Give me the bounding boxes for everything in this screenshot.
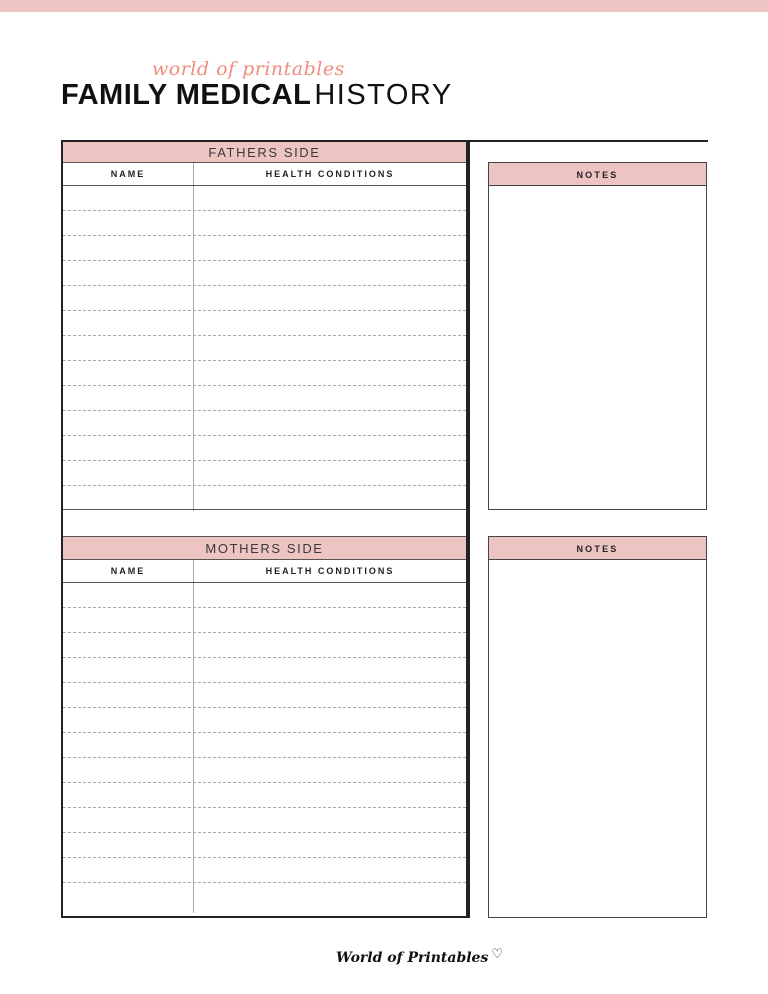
- table-row[interactable]: [63, 361, 466, 386]
- table-row[interactable]: [63, 783, 466, 808]
- mothers-column-header: [63, 560, 466, 583]
- name-cell[interactable]: [63, 758, 194, 782]
- name-cell[interactable]: [63, 683, 194, 707]
- name-cell[interactable]: [63, 286, 194, 310]
- table-row[interactable]: [63, 411, 466, 436]
- conditions-cell[interactable]: [194, 683, 466, 707]
- name-cell[interactable]: [63, 583, 194, 607]
- table-row[interactable]: [63, 808, 466, 833]
- name-cell[interactable]: [63, 658, 194, 682]
- name-cell[interactable]: [63, 608, 194, 632]
- conditions-cell[interactable]: [194, 658, 466, 682]
- fathers-side-section: [63, 142, 466, 511]
- conditions-cell[interactable]: [194, 411, 466, 435]
- name-cell[interactable]: [63, 261, 194, 285]
- conditions-cell[interactable]: [194, 311, 466, 335]
- fathers-side-heading: FATHERS SIDE: [63, 142, 466, 163]
- conditions-cell[interactable]: [194, 833, 466, 857]
- table-row[interactable]: [63, 758, 466, 783]
- table-row[interactable]: [63, 311, 466, 336]
- table-row[interactable]: [63, 608, 466, 633]
- mothers-side-heading: MOTHERS SIDE: [63, 537, 466, 560]
- conditions-cell[interactable]: [194, 436, 466, 460]
- page-title-bold: FAMILY MEDICAL: [61, 79, 312, 111]
- top-accent-bar: [0, 0, 768, 12]
- name-cell[interactable]: [63, 436, 194, 460]
- conditions-cell[interactable]: [194, 858, 466, 882]
- mothers-rows: [63, 583, 466, 913]
- conditions-cell[interactable]: [194, 608, 466, 632]
- mothers-name-column-label: NAME: [63, 560, 194, 582]
- heart-icon: ♡: [491, 947, 504, 962]
- name-cell[interactable]: [63, 236, 194, 260]
- conditions-cell[interactable]: [194, 236, 466, 260]
- name-cell[interactable]: [63, 311, 194, 335]
- table-row[interactable]: [63, 883, 466, 913]
- table-row[interactable]: [63, 708, 466, 733]
- mothers-conditions-column-label: HEALTH CONDITIONS: [265, 566, 395, 576]
- conditions-cell[interactable]: [194, 758, 466, 782]
- fathers-conditions-column-label: HEALTH CONDITIONS: [265, 169, 395, 179]
- conditions-cell[interactable]: [194, 186, 466, 210]
- table-row[interactable]: [63, 236, 466, 261]
- conditions-cell[interactable]: [194, 261, 466, 285]
- mothers-notes-heading: NOTES: [489, 537, 706, 560]
- conditions-cell[interactable]: [194, 583, 466, 607]
- name-cell[interactable]: [63, 461, 194, 485]
- conditions-cell[interactable]: [194, 211, 466, 235]
- table-right-border: [466, 140, 468, 918]
- name-cell[interactable]: [63, 708, 194, 732]
- conditions-cell[interactable]: [194, 336, 466, 360]
- conditions-cell[interactable]: [194, 708, 466, 732]
- name-cell[interactable]: [63, 486, 194, 511]
- conditions-cell[interactable]: [194, 633, 466, 657]
- table-row[interactable]: [63, 583, 466, 608]
- conditions-cell[interactable]: [194, 783, 466, 807]
- name-cell[interactable]: [63, 211, 194, 235]
- conditions-cell[interactable]: [194, 808, 466, 832]
- page-title: [61, 80, 453, 110]
- footer-logo: [336, 947, 504, 966]
- fathers-rows: [63, 186, 466, 511]
- conditions-cell[interactable]: [194, 733, 466, 757]
- name-cell[interactable]: [63, 411, 194, 435]
- table-row[interactable]: [63, 658, 466, 683]
- name-cell[interactable]: [63, 361, 194, 385]
- fathers-notes-heading: NOTES: [489, 163, 706, 186]
- name-cell[interactable]: [63, 783, 194, 807]
- name-cell[interactable]: [63, 633, 194, 657]
- page-title-light: HISTORY: [314, 79, 453, 111]
- table-row[interactable]: [63, 261, 466, 286]
- table-row[interactable]: [63, 486, 466, 511]
- conditions-cell[interactable]: [194, 883, 466, 913]
- section-spacer: [63, 509, 466, 537]
- table-row[interactable]: [63, 461, 466, 486]
- fathers-name-column-label: NAME: [63, 163, 194, 185]
- conditions-cell[interactable]: [194, 286, 466, 310]
- brand-script-text: world of printables: [152, 58, 345, 80]
- conditions-cell[interactable]: [194, 386, 466, 410]
- table-row[interactable]: [63, 733, 466, 758]
- name-cell[interactable]: [63, 808, 194, 832]
- table-row[interactable]: [63, 386, 466, 411]
- table-row[interactable]: [63, 633, 466, 658]
- conditions-cell[interactable]: [194, 486, 466, 511]
- fathers-column-header: [63, 163, 466, 186]
- name-cell[interactable]: [63, 336, 194, 360]
- table-row[interactable]: [63, 286, 466, 311]
- table-row[interactable]: [63, 336, 466, 361]
- table-row[interactable]: [63, 833, 466, 858]
- conditions-cell[interactable]: [194, 461, 466, 485]
- mothers-side-section: [63, 537, 466, 913]
- table-row[interactable]: [63, 436, 466, 461]
- name-cell[interactable]: [63, 883, 194, 913]
- name-cell[interactable]: [63, 733, 194, 757]
- table-row[interactable]: [63, 211, 466, 236]
- conditions-cell[interactable]: [194, 361, 466, 385]
- mothers-notes-box[interactable]: [488, 536, 707, 918]
- name-cell[interactable]: [63, 858, 194, 882]
- table-row[interactable]: [63, 858, 466, 883]
- table-row[interactable]: [63, 186, 466, 211]
- name-cell[interactable]: [63, 833, 194, 857]
- name-cell[interactable]: [63, 386, 194, 410]
- name-cell[interactable]: [63, 186, 194, 210]
- table-row[interactable]: [63, 683, 466, 708]
- footer-logo-text: World of Printables: [336, 950, 489, 966]
- fathers-notes-box[interactable]: [488, 162, 707, 510]
